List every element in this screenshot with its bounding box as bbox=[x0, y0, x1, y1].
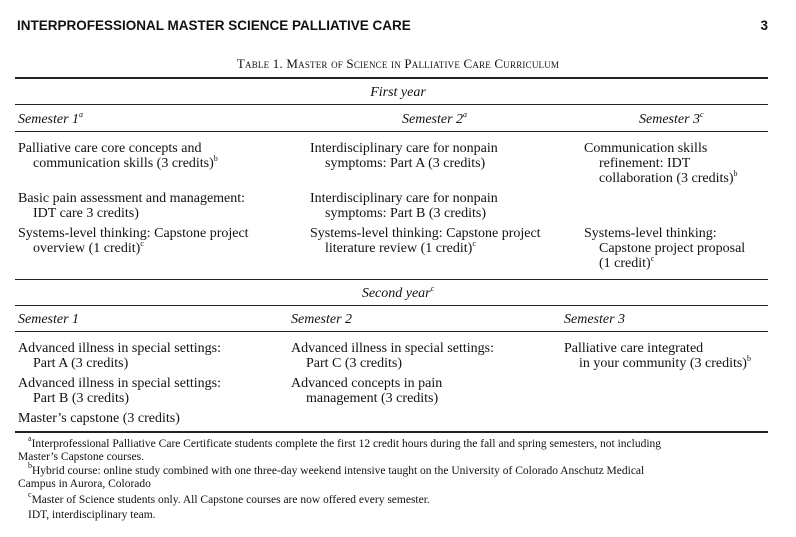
table-caption-text: Master of Science in Palliative Care Curriculum bbox=[286, 56, 560, 71]
y2-semester-2-header: Semester 2 bbox=[291, 312, 353, 327]
running-header bbox=[17, 18, 768, 38]
y2-s1-course-1: Advanced illness in special settings: Part A (3 credits) bbox=[18, 341, 221, 371]
y1-s2-course-1: Interdisciplinary care for nonpain symptoms: Part A (3 credits) bbox=[310, 141, 498, 171]
table-label: Table 1. bbox=[236, 56, 283, 71]
table-caption bbox=[0, 56, 796, 72]
y2-semester-3-header: Semester 3 bbox=[564, 312, 626, 327]
y2-s1-course-2: Advanced illness in special settings: Part B (3 credits) bbox=[18, 376, 221, 406]
first-year-bottom-rule bbox=[15, 279, 768, 280]
y2-semester-1-header: Semester 1 bbox=[18, 312, 80, 327]
y2-s3-course-1: Palliative care integrated in your community (3 credits)$^b$ bbox=[564, 341, 751, 371]
y2-s1-course-3: Master’s capstone (3 credits) bbox=[18, 411, 180, 426]
table-bottom-rule bbox=[15, 431, 768, 433]
second-year-header-rule bbox=[15, 331, 768, 332]
y2-s2-course-2: Advanced concepts in pain management (3 credits) bbox=[291, 376, 443, 406]
y1-s3-course-1: Communication skills refinement: IDT collaboration (3 credits)$^b$ bbox=[584, 141, 738, 186]
y1-s1-course-1: Palliative care core concepts and communication skills (3 credits)$^b$ bbox=[18, 141, 218, 171]
running-title: INTERPROFESSIONAL MASTER SCIENCE PALLIATIVE CARE bbox=[17, 18, 411, 33]
footnote-abbreviation: IDT, interdisciplinary team. bbox=[28, 509, 156, 521]
table-top-rule bbox=[15, 77, 768, 79]
y1-s3-course-2: Systems-level thinking: Capstone project proposal (1 credit)$^c$ bbox=[584, 226, 746, 271]
footnote-a: $^a$Interprofessional Palliative Care Certificate students complete the first 12 credit hours during the fall and spring semesters, not including Master’s Capstone courses. bbox=[18, 434, 662, 463]
y1-s1-course-3: Systems-level thinking: Capstone project overview (1 credit)$^c$ bbox=[18, 226, 249, 256]
first-year-heading: First year bbox=[370, 85, 426, 100]
y2-s2-course-1: Advanced illness in special settings: Part C (3 credits) bbox=[291, 341, 494, 371]
footnote-b: $^b$Hybrid course: online study combined with one three-day weekend intensive taught on the University of Colorado Anschutz Medical Campus in Aurora, Colorado bbox=[18, 461, 645, 490]
y1-s2-course-3: Systems-level thinking: Capstone project literature review (1 credit)$^c$ bbox=[310, 226, 541, 256]
y1-s1-course-2: Basic pain assessment and management: IDT care 3 credits) bbox=[18, 191, 246, 221]
y1-semester-1-header: Semester 1$^a$ bbox=[18, 110, 84, 127]
second-year-heading: Second year$^c$ bbox=[361, 284, 435, 301]
second-year-rule bbox=[15, 305, 768, 306]
first-year-rule bbox=[15, 104, 768, 105]
page-number: 3 bbox=[760, 18, 768, 33]
first-year-header-rule bbox=[15, 131, 768, 132]
y1-s2-course-2: Interdisciplinary care for nonpain symptoms: Part B (3 credits) bbox=[310, 191, 498, 221]
y1-semester-2-header: Semester 2$^a$ bbox=[402, 110, 468, 127]
footnote-c: $^c$Master of Science students only. All Capstone courses are now offered every semester. bbox=[28, 490, 430, 506]
y1-semester-3-header: Semester 3$^c$ bbox=[639, 110, 704, 127]
